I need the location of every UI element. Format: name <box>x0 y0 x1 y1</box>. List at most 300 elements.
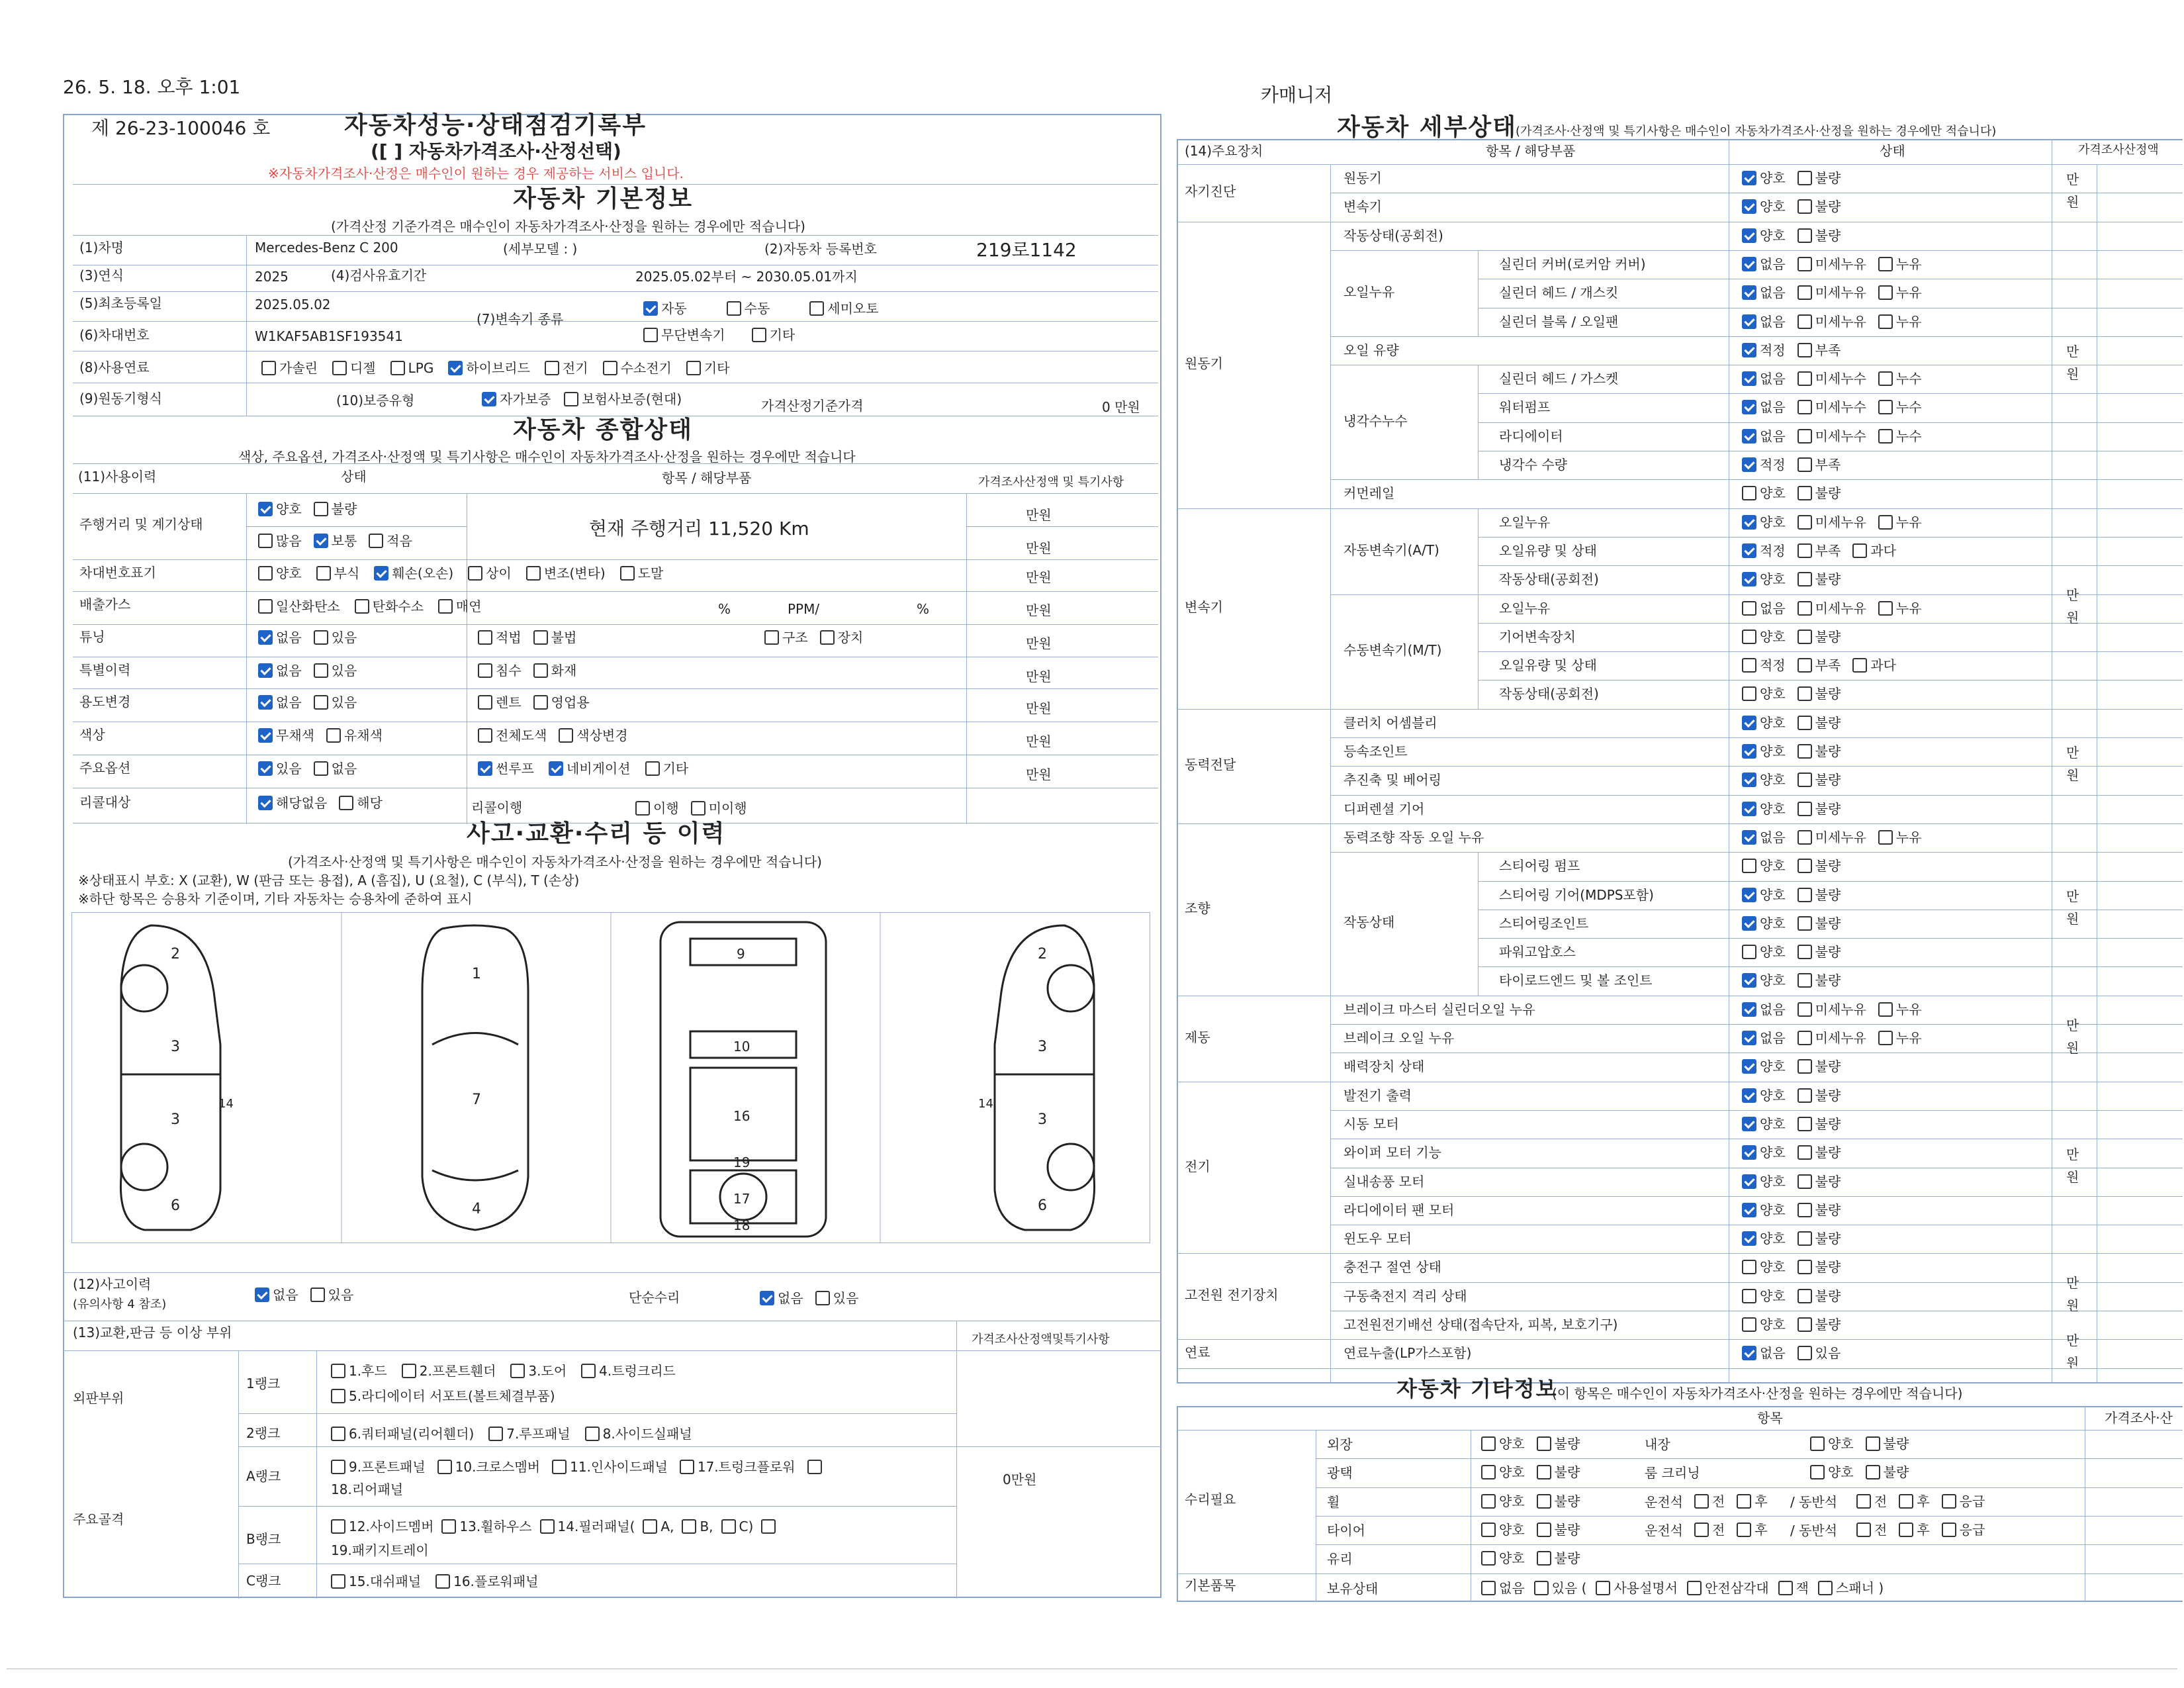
option-detail-status-1-7-1 <box>1797 428 1866 444</box>
checkbox[interactable] <box>258 534 273 548</box>
checkbox[interactable] <box>1742 1117 1756 1131</box>
option-special-history-kind-1 <box>533 663 577 679</box>
checkbox[interactable] <box>1687 1581 1702 1595</box>
checkbox[interactable] <box>438 599 453 614</box>
checkbox[interactable] <box>1797 1145 1812 1160</box>
checkbox[interactable] <box>1742 515 1756 530</box>
checkbox[interactable] <box>1878 314 1893 329</box>
option-other-item-status-1-1 <box>1537 1464 1580 1480</box>
checkbox[interactable] <box>435 1574 450 1589</box>
checkbox[interactable] <box>1742 1031 1756 1045</box>
checkbox[interactable] <box>1742 859 1756 873</box>
option-transmission-a-0 <box>643 301 687 316</box>
checkbox[interactable] <box>1797 888 1812 902</box>
checkbox[interactable] <box>1742 543 1756 558</box>
checkbox[interactable] <box>258 663 273 678</box>
option-detail-status-1-0-0 <box>1742 228 1786 244</box>
detail-group-label: 조향 <box>1185 900 1210 916</box>
checkbox[interactable] <box>1810 1436 1825 1451</box>
detail-status-0-1 <box>1742 199 1852 214</box>
checkbox[interactable] <box>1742 916 1756 931</box>
checkbox[interactable] <box>1878 429 1893 444</box>
checkbox[interactable] <box>332 361 347 375</box>
option-special-history-kind-0 <box>478 663 522 679</box>
checkbox[interactable] <box>1942 1494 1956 1509</box>
checkbox[interactable] <box>1797 601 1812 616</box>
checkbox[interactable] <box>468 566 482 581</box>
svg-text:7: 7 <box>472 1092 481 1108</box>
checkbox[interactable] <box>1537 1523 1551 1537</box>
checkbox[interactable] <box>643 328 658 342</box>
checkbox[interactable] <box>820 630 835 645</box>
checkbox[interactable] <box>1537 1436 1551 1451</box>
checkbox[interactable] <box>261 361 276 375</box>
checkbox[interactable] <box>1856 1523 1871 1537</box>
header-price: 가격조사산정액 <box>2078 143 2159 157</box>
checkbox[interactable] <box>1797 1059 1812 1074</box>
detail-item-label: 구동축전지 격리 상태 <box>1343 1288 1467 1304</box>
option-detail-status-7-2-0 <box>1742 1317 1786 1333</box>
checkbox[interactable] <box>1866 1436 1880 1451</box>
checkbox-label: 미세누유 <box>1815 1001 1866 1017</box>
checkbox[interactable] <box>581 1364 596 1378</box>
option-detail-status-6-1-1 <box>1797 1116 1841 1132</box>
checkbox[interactable] <box>1537 1551 1551 1566</box>
checkbox[interactable] <box>1742 1059 1756 1074</box>
checkbox-label: 없음 <box>1760 1001 1786 1017</box>
checkbox[interactable] <box>1742 1289 1756 1303</box>
checkbox[interactable] <box>645 761 660 776</box>
checkbox[interactable] <box>1856 1494 1871 1509</box>
checkbox-label: 불량 <box>1815 886 1841 903</box>
checkbox-label: 적정 <box>1760 542 1786 559</box>
checkbox[interactable] <box>1797 1117 1812 1131</box>
checkbox[interactable] <box>1596 1581 1610 1595</box>
checkbox[interactable] <box>1797 314 1812 329</box>
checkbox[interactable] <box>549 761 563 776</box>
checkbox[interactable] <box>585 1427 600 1441</box>
checkbox-label: 7.루프패널 <box>506 1426 570 1442</box>
checkbox[interactable] <box>1742 945 1756 959</box>
checkbox[interactable] <box>1797 171 1812 185</box>
checkbox[interactable] <box>1797 1317 1812 1332</box>
checkbox-label: 네비게이션 <box>566 761 631 776</box>
checkbox[interactable] <box>752 328 766 342</box>
checkbox[interactable] <box>1742 429 1756 444</box>
checkbox[interactable] <box>255 1288 269 1302</box>
checkbox[interactable] <box>1899 1523 1913 1537</box>
detail-part-label: 파워고압호스 <box>1499 944 1576 961</box>
checkbox[interactable] <box>1742 1002 1756 1017</box>
checkbox[interactable] <box>1797 457 1812 472</box>
checkbox[interactable] <box>1797 1289 1812 1303</box>
detail-part-label: 기어변속장치 <box>1499 628 1576 645</box>
option-detail-status-2-0-0 <box>1742 514 1786 530</box>
checkbox[interactable] <box>1797 543 1812 558</box>
checkbox[interactable] <box>1797 859 1812 873</box>
checkbox[interactable] <box>1797 773 1812 787</box>
checkbox[interactable] <box>680 1460 694 1474</box>
checkbox[interactable] <box>1537 1465 1551 1479</box>
checkbox-label: 영업용 <box>551 694 590 710</box>
option-detail-status-0-0-1 <box>1797 170 1841 186</box>
checkbox[interactable] <box>761 1519 776 1534</box>
checkbox[interactable] <box>1797 945 1812 959</box>
checkbox-label: 1.후드 <box>349 1363 387 1379</box>
checkbox[interactable] <box>1742 830 1756 845</box>
checkbox[interactable] <box>764 630 779 645</box>
checkbox[interactable] <box>1481 1494 1496 1509</box>
checkbox[interactable] <box>314 630 328 645</box>
option-other-item-c-status-2-0 <box>1856 1493 1887 1509</box>
checkbox[interactable] <box>1742 1203 1756 1217</box>
option-rank-a-parts-1 <box>437 1459 540 1475</box>
checkbox[interactable] <box>643 301 658 316</box>
checkbox[interactable] <box>1878 371 1893 386</box>
checkbox[interactable] <box>1797 744 1812 759</box>
checkbox[interactable] <box>1742 1317 1756 1332</box>
checkbox-label: 14.필러패널( <box>557 1519 635 1534</box>
checkbox[interactable] <box>478 663 492 678</box>
checkbox[interactable] <box>1742 486 1756 500</box>
detail-status-1-6 <box>1742 400 1934 414</box>
checkbox[interactable] <box>488 1427 503 1441</box>
checkbox[interactable] <box>809 301 824 316</box>
svg-text:3: 3 <box>171 1111 180 1128</box>
checkbox[interactable] <box>331 1519 345 1534</box>
checkbox[interactable] <box>478 630 492 645</box>
checkbox[interactable] <box>1742 199 1756 214</box>
checkbox[interactable] <box>331 1389 345 1403</box>
checkbox-label: 5.라디에이터 서포트(볼트체결부품) <box>349 1388 555 1404</box>
checkbox[interactable] <box>1852 543 1867 558</box>
checkbox[interactable] <box>331 1364 345 1378</box>
checkbox[interactable] <box>1878 400 1893 414</box>
checkbox[interactable] <box>1742 888 1756 902</box>
checkbox[interactable] <box>760 1291 774 1305</box>
checkbox[interactable] <box>369 534 383 548</box>
checkbox[interactable] <box>1866 1465 1880 1479</box>
checkbox[interactable] <box>314 761 328 776</box>
checkbox[interactable] <box>390 361 405 375</box>
checkbox[interactable] <box>1797 686 1812 701</box>
checkbox[interactable] <box>510 1364 525 1378</box>
checkbox[interactable] <box>526 566 541 581</box>
checkbox[interactable] <box>1742 802 1756 816</box>
option-held-items-1 <box>1534 1580 1587 1596</box>
checkbox[interactable] <box>533 695 548 710</box>
checkbox[interactable] <box>1797 285 1812 300</box>
row-divider <box>73 321 1158 322</box>
label-engine-type: (9)원동기형식 <box>79 391 162 406</box>
checkbox[interactable] <box>1534 1581 1549 1595</box>
checkbox[interactable] <box>1481 1436 1496 1451</box>
checkbox[interactable] <box>686 361 701 375</box>
checkbox[interactable] <box>355 599 369 614</box>
checkbox[interactable] <box>1742 171 1756 185</box>
checkbox[interactable] <box>1797 1174 1812 1189</box>
checkbox[interactable] <box>545 361 559 375</box>
checkbox[interactable] <box>1742 228 1756 243</box>
checkbox[interactable] <box>1878 515 1893 530</box>
checkbox[interactable] <box>1481 1465 1496 1479</box>
checkbox[interactable] <box>1878 1002 1893 1017</box>
checkbox[interactable] <box>1797 1231 1812 1246</box>
detail-part-label: 냉각수 수량 <box>1499 457 1567 473</box>
row-divider <box>1177 1573 2183 1574</box>
checkbox[interactable] <box>1797 1260 1812 1274</box>
option-option-kinds-0 <box>478 761 534 776</box>
checkbox[interactable] <box>1797 486 1812 500</box>
checkbox[interactable] <box>1742 1174 1756 1189</box>
checkbox[interactable] <box>1797 400 1812 414</box>
checkbox[interactable] <box>258 796 273 810</box>
checkbox[interactable] <box>721 1519 736 1534</box>
checkbox[interactable] <box>478 695 492 710</box>
checkbox[interactable] <box>1778 1581 1793 1595</box>
checkbox[interactable] <box>1878 830 1893 845</box>
checkbox[interactable] <box>1742 686 1756 701</box>
checkbox[interactable] <box>339 796 353 810</box>
other-item-c-label: / 동반석 <box>1790 1494 1838 1510</box>
checkbox[interactable] <box>1797 228 1812 243</box>
checkbox[interactable] <box>559 728 573 743</box>
checkbox[interactable] <box>1742 744 1756 759</box>
svg-text:3: 3 <box>171 1039 180 1055</box>
checkbox[interactable] <box>1878 601 1893 616</box>
checkbox[interactable] <box>1742 314 1756 329</box>
checkbox[interactable] <box>1797 1346 1812 1360</box>
checkbox[interactable] <box>1742 1088 1756 1103</box>
label-warranty: (10)보증유형 <box>336 393 415 408</box>
checkbox[interactable] <box>441 1519 456 1534</box>
checkbox-label: 미세누수 <box>1815 428 1866 444</box>
checkbox[interactable] <box>727 301 741 316</box>
checkbox[interactable] <box>620 566 635 581</box>
checkbox[interactable] <box>603 361 617 375</box>
detail-status-4-3 <box>1742 916 1852 931</box>
checkbox[interactable] <box>1742 257 1756 271</box>
checkbox[interactable] <box>1797 658 1812 673</box>
checkbox[interactable] <box>1878 285 1893 300</box>
checkbox[interactable] <box>258 761 273 776</box>
checkbox[interactable] <box>1797 429 1812 444</box>
checkbox[interactable] <box>258 502 273 516</box>
checkbox[interactable] <box>258 630 273 645</box>
checkbox[interactable] <box>1942 1523 1956 1537</box>
checkbox[interactable] <box>1742 973 1756 988</box>
header-price: 가격조사산정액및특기사항 <box>972 1333 1110 1346</box>
checkbox-label: 8.사이드실패널 <box>602 1426 692 1442</box>
label-plate: (2)자동차 등록번호 <box>764 241 877 257</box>
checkbox[interactable] <box>1481 1551 1496 1566</box>
checkbox[interactable] <box>564 392 578 406</box>
checkbox[interactable] <box>1481 1581 1496 1595</box>
option-detail-status-1-3-2 <box>1878 314 1922 330</box>
checkbox[interactable] <box>533 663 548 678</box>
row-label-vin-marking: 차대번호표기 <box>79 565 156 581</box>
detail-status-1-4 <box>1742 343 1852 357</box>
checkbox[interactable] <box>643 1519 657 1534</box>
checkbox[interactable] <box>478 761 492 776</box>
checkbox[interactable] <box>1742 630 1756 644</box>
option-fuel-type-2 <box>390 360 434 376</box>
option-rank-b-parts-3 <box>643 1519 674 1534</box>
vin: W1KAF5AB1SF193541 <box>255 328 403 344</box>
rank-a-label: A랭크 <box>246 1468 281 1484</box>
checkbox[interactable] <box>1742 572 1756 586</box>
checkbox[interactable] <box>807 1460 822 1474</box>
checkbox[interactable] <box>1852 658 1867 673</box>
option-detail-status-8-0-1 <box>1797 1345 1841 1361</box>
checkbox[interactable] <box>448 361 463 375</box>
price-unit-man: 만 <box>2066 171 2079 188</box>
row-divider <box>1330 479 2183 480</box>
checkbox[interactable] <box>691 801 705 816</box>
checkbox[interactable] <box>1737 1523 1751 1537</box>
checkbox[interactable] <box>1797 572 1812 586</box>
checkbox-label: 적정 <box>1760 342 1786 358</box>
checkbox[interactable] <box>1742 1231 1756 1246</box>
usage-change <box>258 695 369 710</box>
checkbox[interactable] <box>1742 457 1756 472</box>
checkbox[interactable] <box>1737 1494 1751 1509</box>
checkbox[interactable] <box>314 502 328 516</box>
checkbox[interactable] <box>331 1460 345 1474</box>
detail-status-3-3 <box>1742 802 1852 816</box>
checkbox[interactable] <box>1694 1523 1709 1537</box>
checkbox-label: 후 <box>1917 1493 1930 1509</box>
checkbox-label: 해당없음 <box>276 795 328 811</box>
checkbox-label: 불량 <box>1815 1145 1841 1161</box>
checkbox[interactable] <box>1481 1523 1496 1537</box>
checkbox[interactable] <box>1742 400 1756 414</box>
checkbox[interactable] <box>1742 285 1756 300</box>
checkbox[interactable] <box>258 728 273 743</box>
checkbox[interactable] <box>1797 830 1812 845</box>
checkbox[interactable] <box>1742 1145 1756 1160</box>
checkbox[interactable] <box>331 1574 345 1589</box>
option-held-items-4 <box>1778 1580 1809 1596</box>
checkbox-label: 있음 <box>276 761 302 776</box>
checkbox[interactable] <box>1742 773 1756 787</box>
checkbox[interactable] <box>1537 1494 1551 1509</box>
checkbox[interactable] <box>1797 1031 1812 1045</box>
checkbox[interactable] <box>1797 343 1812 357</box>
row-divider <box>1478 537 2183 538</box>
checkbox[interactable] <box>1899 1494 1913 1509</box>
checkbox[interactable] <box>1797 1088 1812 1103</box>
checkbox-label: 무채색 <box>276 727 314 743</box>
checkbox[interactable] <box>1797 630 1812 644</box>
checkbox[interactable] <box>1797 515 1812 530</box>
option-detail-status-5-0-2 <box>1878 1002 1922 1017</box>
option-detail-status-1-9-1 <box>1797 485 1841 501</box>
option-detail-status-4-2-0 <box>1742 887 1786 903</box>
checkbox[interactable] <box>1742 1346 1756 1360</box>
checkbox[interactable] <box>1797 199 1812 214</box>
checkbox[interactable] <box>482 392 496 406</box>
checkbox[interactable] <box>1818 1581 1833 1595</box>
option-detail-status-7-2-1 <box>1797 1317 1841 1333</box>
checkbox[interactable] <box>331 1427 345 1441</box>
checkbox-label: 스패너 ) <box>1836 1580 1884 1596</box>
label-held-items: 보유상태 <box>1327 1581 1379 1597</box>
checkbox-label: 양호 <box>1760 571 1786 588</box>
checkbox[interactable] <box>1797 1002 1812 1017</box>
checkbox[interactable] <box>1797 802 1812 816</box>
checkbox[interactable] <box>552 1460 567 1474</box>
detail-item-label: 충전구 절연 상태 <box>1343 1259 1441 1276</box>
checkbox[interactable] <box>478 728 492 743</box>
label-first-registration: (5)최초등록일 <box>79 295 162 311</box>
checkbox[interactable] <box>815 1291 830 1305</box>
checkbox[interactable] <box>635 801 650 816</box>
checkbox[interactable] <box>1878 1031 1893 1045</box>
checkbox[interactable] <box>1810 1465 1825 1479</box>
checkbox[interactable] <box>1742 658 1756 673</box>
checkbox[interactable] <box>1878 257 1893 271</box>
passenger-car-note: ※하단 항목은 승용차 기준이며, 기타 자동차는 승용차에 준하여 표시 <box>78 891 473 907</box>
checkbox[interactable] <box>316 566 331 581</box>
checkbox[interactable] <box>1797 716 1812 730</box>
checkbox-label: 양호 <box>1760 199 1786 215</box>
checkbox[interactable] <box>533 630 548 645</box>
checkbox[interactable] <box>258 566 273 581</box>
checkbox[interactable] <box>1797 371 1812 386</box>
checkbox[interactable] <box>258 599 273 614</box>
checkbox[interactable] <box>1742 1260 1756 1274</box>
checkbox[interactable] <box>1797 916 1812 931</box>
checkbox[interactable] <box>1742 601 1756 616</box>
checkbox[interactable] <box>682 1519 696 1534</box>
checkbox[interactable] <box>1797 973 1812 988</box>
checkbox[interactable] <box>1742 716 1756 730</box>
checkbox[interactable] <box>374 566 388 581</box>
detail-part-label: 실린더 헤드 / 개스킷 <box>1499 285 1619 301</box>
checkbox[interactable] <box>437 1460 452 1474</box>
checkbox[interactable] <box>1742 343 1756 357</box>
checkbox[interactable] <box>258 695 273 710</box>
checkbox-label: 양호 <box>1760 800 1786 817</box>
option-recall-1 <box>339 795 383 811</box>
svg-text:14: 14 <box>218 1097 234 1111</box>
checkbox-label: 양호 <box>1760 1317 1786 1333</box>
checkbox[interactable] <box>1797 257 1812 271</box>
checkbox-label: 전기 <box>562 360 588 376</box>
checkbox[interactable] <box>1797 1203 1812 1217</box>
basic-info-title: 자동차 기본정보 <box>513 185 693 212</box>
overall-status-note: 색상, 주요옵션, 가격조사·산정액 및 특기사항은 매수인이 자동차가격조사·산정을 원하는 경우에만 적습니다 <box>238 449 856 465</box>
checkbox[interactable] <box>402 1364 416 1378</box>
checkbox[interactable] <box>1742 371 1756 386</box>
checkbox[interactable] <box>314 695 328 710</box>
option-detail-status-3-1-0 <box>1742 743 1786 759</box>
option-detail-status-2-0-2 <box>1878 514 1922 530</box>
checkbox[interactable] <box>540 1519 555 1534</box>
option-rank-a-parts-4 <box>807 1459 825 1475</box>
checkbox[interactable] <box>326 728 341 743</box>
checkbox[interactable] <box>314 663 328 678</box>
checkbox[interactable] <box>314 534 328 548</box>
other-info-title: 자동차 기타정보 <box>1396 1376 1558 1401</box>
rank-b-label: B랭크 <box>246 1531 281 1547</box>
checkbox[interactable] <box>1694 1494 1709 1509</box>
detail-status-2-2 <box>1742 572 1852 586</box>
checkbox[interactable] <box>310 1288 325 1302</box>
overall-status-title: 자동차 종합상태 <box>513 416 693 444</box>
row-label-color: 색상 <box>79 727 105 743</box>
